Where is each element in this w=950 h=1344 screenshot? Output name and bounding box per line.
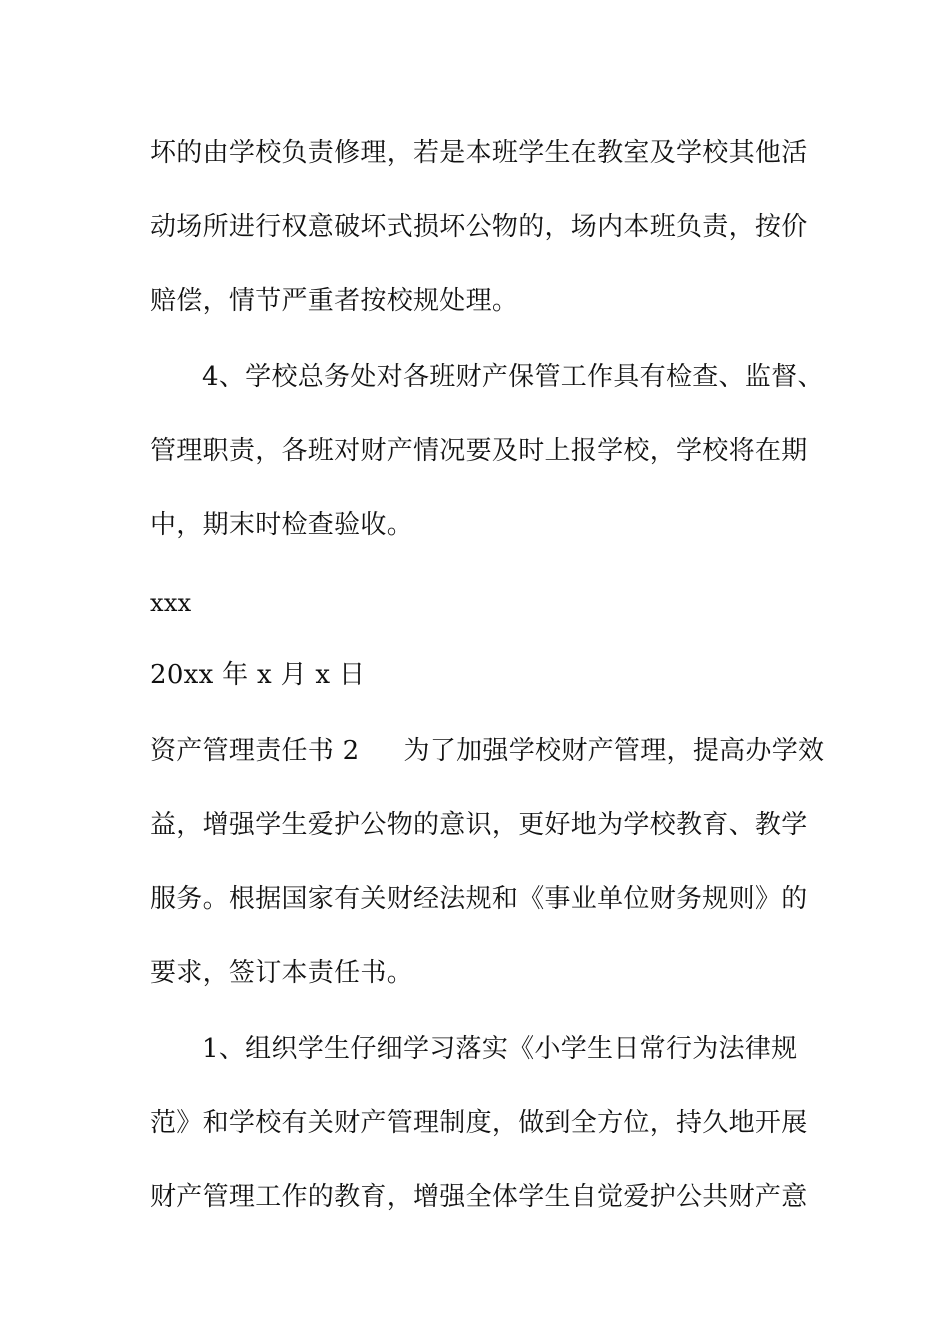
paragraph-line: 管理职责，各班对财产情况要及时上报学校，学校将在期 bbox=[150, 436, 808, 466]
paragraph-line: 赔偿，情节严重者按校规处理。 bbox=[150, 286, 519, 316]
paragraph-line: 益，增强学生爱护公物的意识，更好地为学校教育、教学 bbox=[150, 810, 808, 840]
paragraph-line: 财产管理工作的教育，增强全体学生自觉爱护公共财产意 bbox=[150, 1182, 808, 1212]
paragraph-line: 4、学校总务处对各班财产保管工作具有检查、监督、 bbox=[202, 362, 824, 392]
paragraph-line: 1、组织学生仔细学习落实《小学生日常行为法律规 bbox=[202, 1034, 798, 1064]
signature-date: 20xx 年 x 月 x 日 bbox=[150, 660, 366, 690]
paragraph-line: 动场所进行权意破坏式损坏公物的，场内本班负责，按价 bbox=[150, 212, 808, 242]
paragraph-line: 中，期末时检查验收。 bbox=[150, 510, 414, 540]
paragraph-line: 坏的由学校负责修理，若是本班学生在教室及学校其他活 bbox=[150, 138, 808, 168]
paragraph-line: 范》和学校有关财产管理制度，做到全方位，持久地开展 bbox=[150, 1108, 808, 1138]
paragraph-line: 服务。根据国家有关财经法规和《事业单位财务规则》的 bbox=[150, 884, 808, 914]
paragraph-text: 为了加强学校财产管理，提高办学效 bbox=[403, 736, 825, 766]
signature-name: xxx bbox=[150, 589, 192, 617]
section-title: 资产管理责任书 2 bbox=[150, 736, 360, 766]
section-title-line bbox=[150, 734, 824, 768]
paragraph-line: 要求，签订本责任书。 bbox=[150, 958, 414, 988]
